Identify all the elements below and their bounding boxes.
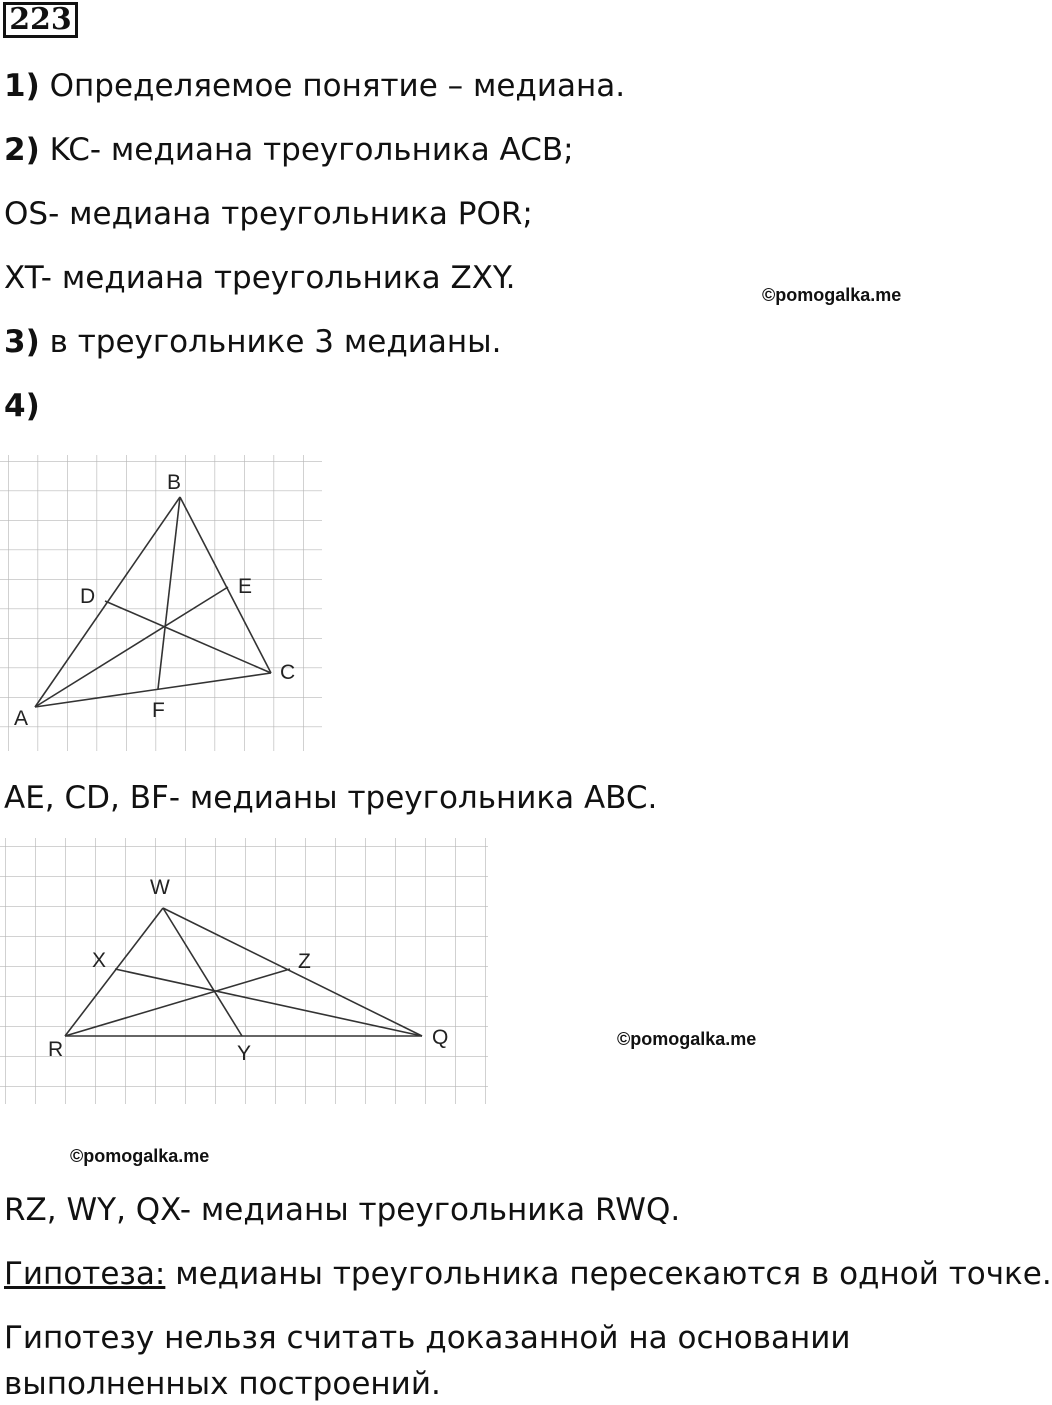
item-2 — [4, 130, 574, 170]
label-a: A — [14, 707, 29, 730]
item-4 — [4, 386, 40, 426]
watermark: ©pomogalka.me — [762, 285, 902, 305]
label-z: Z — [298, 950, 311, 973]
item-number: 4) — [4, 388, 40, 424]
label-b: B — [167, 471, 182, 494]
conclusion-line-2: выполненных построений. — [4, 1366, 441, 1402]
item-2c — [4, 258, 515, 298]
label-r: R — [48, 1038, 64, 1061]
item-text: в треугольнике 3 медианы. — [39, 324, 502, 360]
hypothesis-text: медианы треугольника пересекаются в одной точке. — [165, 1256, 1052, 1292]
figure-triangle-abc — [0, 455, 330, 755]
label-f: F — [152, 699, 165, 722]
item-number: 3) — [4, 324, 40, 360]
item-3 — [4, 322, 502, 362]
caption-figure2: RZ, WY, QX- медианы треугольника RWQ. — [4, 1192, 681, 1228]
hypothesis — [4, 1254, 1052, 1294]
item-number: 1) — [4, 68, 40, 104]
item-text: KC- медиана треугольника ACB; — [39, 132, 574, 168]
task-number: 223 — [3, 2, 78, 38]
watermark: ©pomogalka.me — [70, 1146, 210, 1166]
figure-triangle-rwq — [0, 838, 492, 1106]
label-x: X — [92, 949, 107, 972]
item-2b — [4, 194, 533, 234]
hypothesis-label: Гипотеза: — [4, 1256, 166, 1292]
label-w: W — [150, 876, 170, 899]
label-e: E — [238, 575, 253, 598]
label-q: Q — [432, 1026, 449, 1049]
item-text: Определяемое понятие – медиана. — [39, 68, 626, 104]
item-text: XT- медиана треугольника ZXY. — [4, 260, 516, 296]
watermark: ©pomogalka.me — [617, 1029, 757, 1049]
item-1 — [4, 66, 625, 106]
item-number: 2) — [4, 132, 40, 168]
label-y: Y — [237, 1042, 252, 1065]
caption-figure1: AE, CD, BF- медианы треугольника ABC. — [4, 780, 658, 816]
label-c: C — [280, 661, 296, 684]
conclusion-line-1: Гипотезу нельзя считать доказанной на основании — [4, 1320, 851, 1356]
label-d: D — [80, 585, 96, 608]
item-text: OS- медиана треугольника POR; — [4, 196, 533, 232]
